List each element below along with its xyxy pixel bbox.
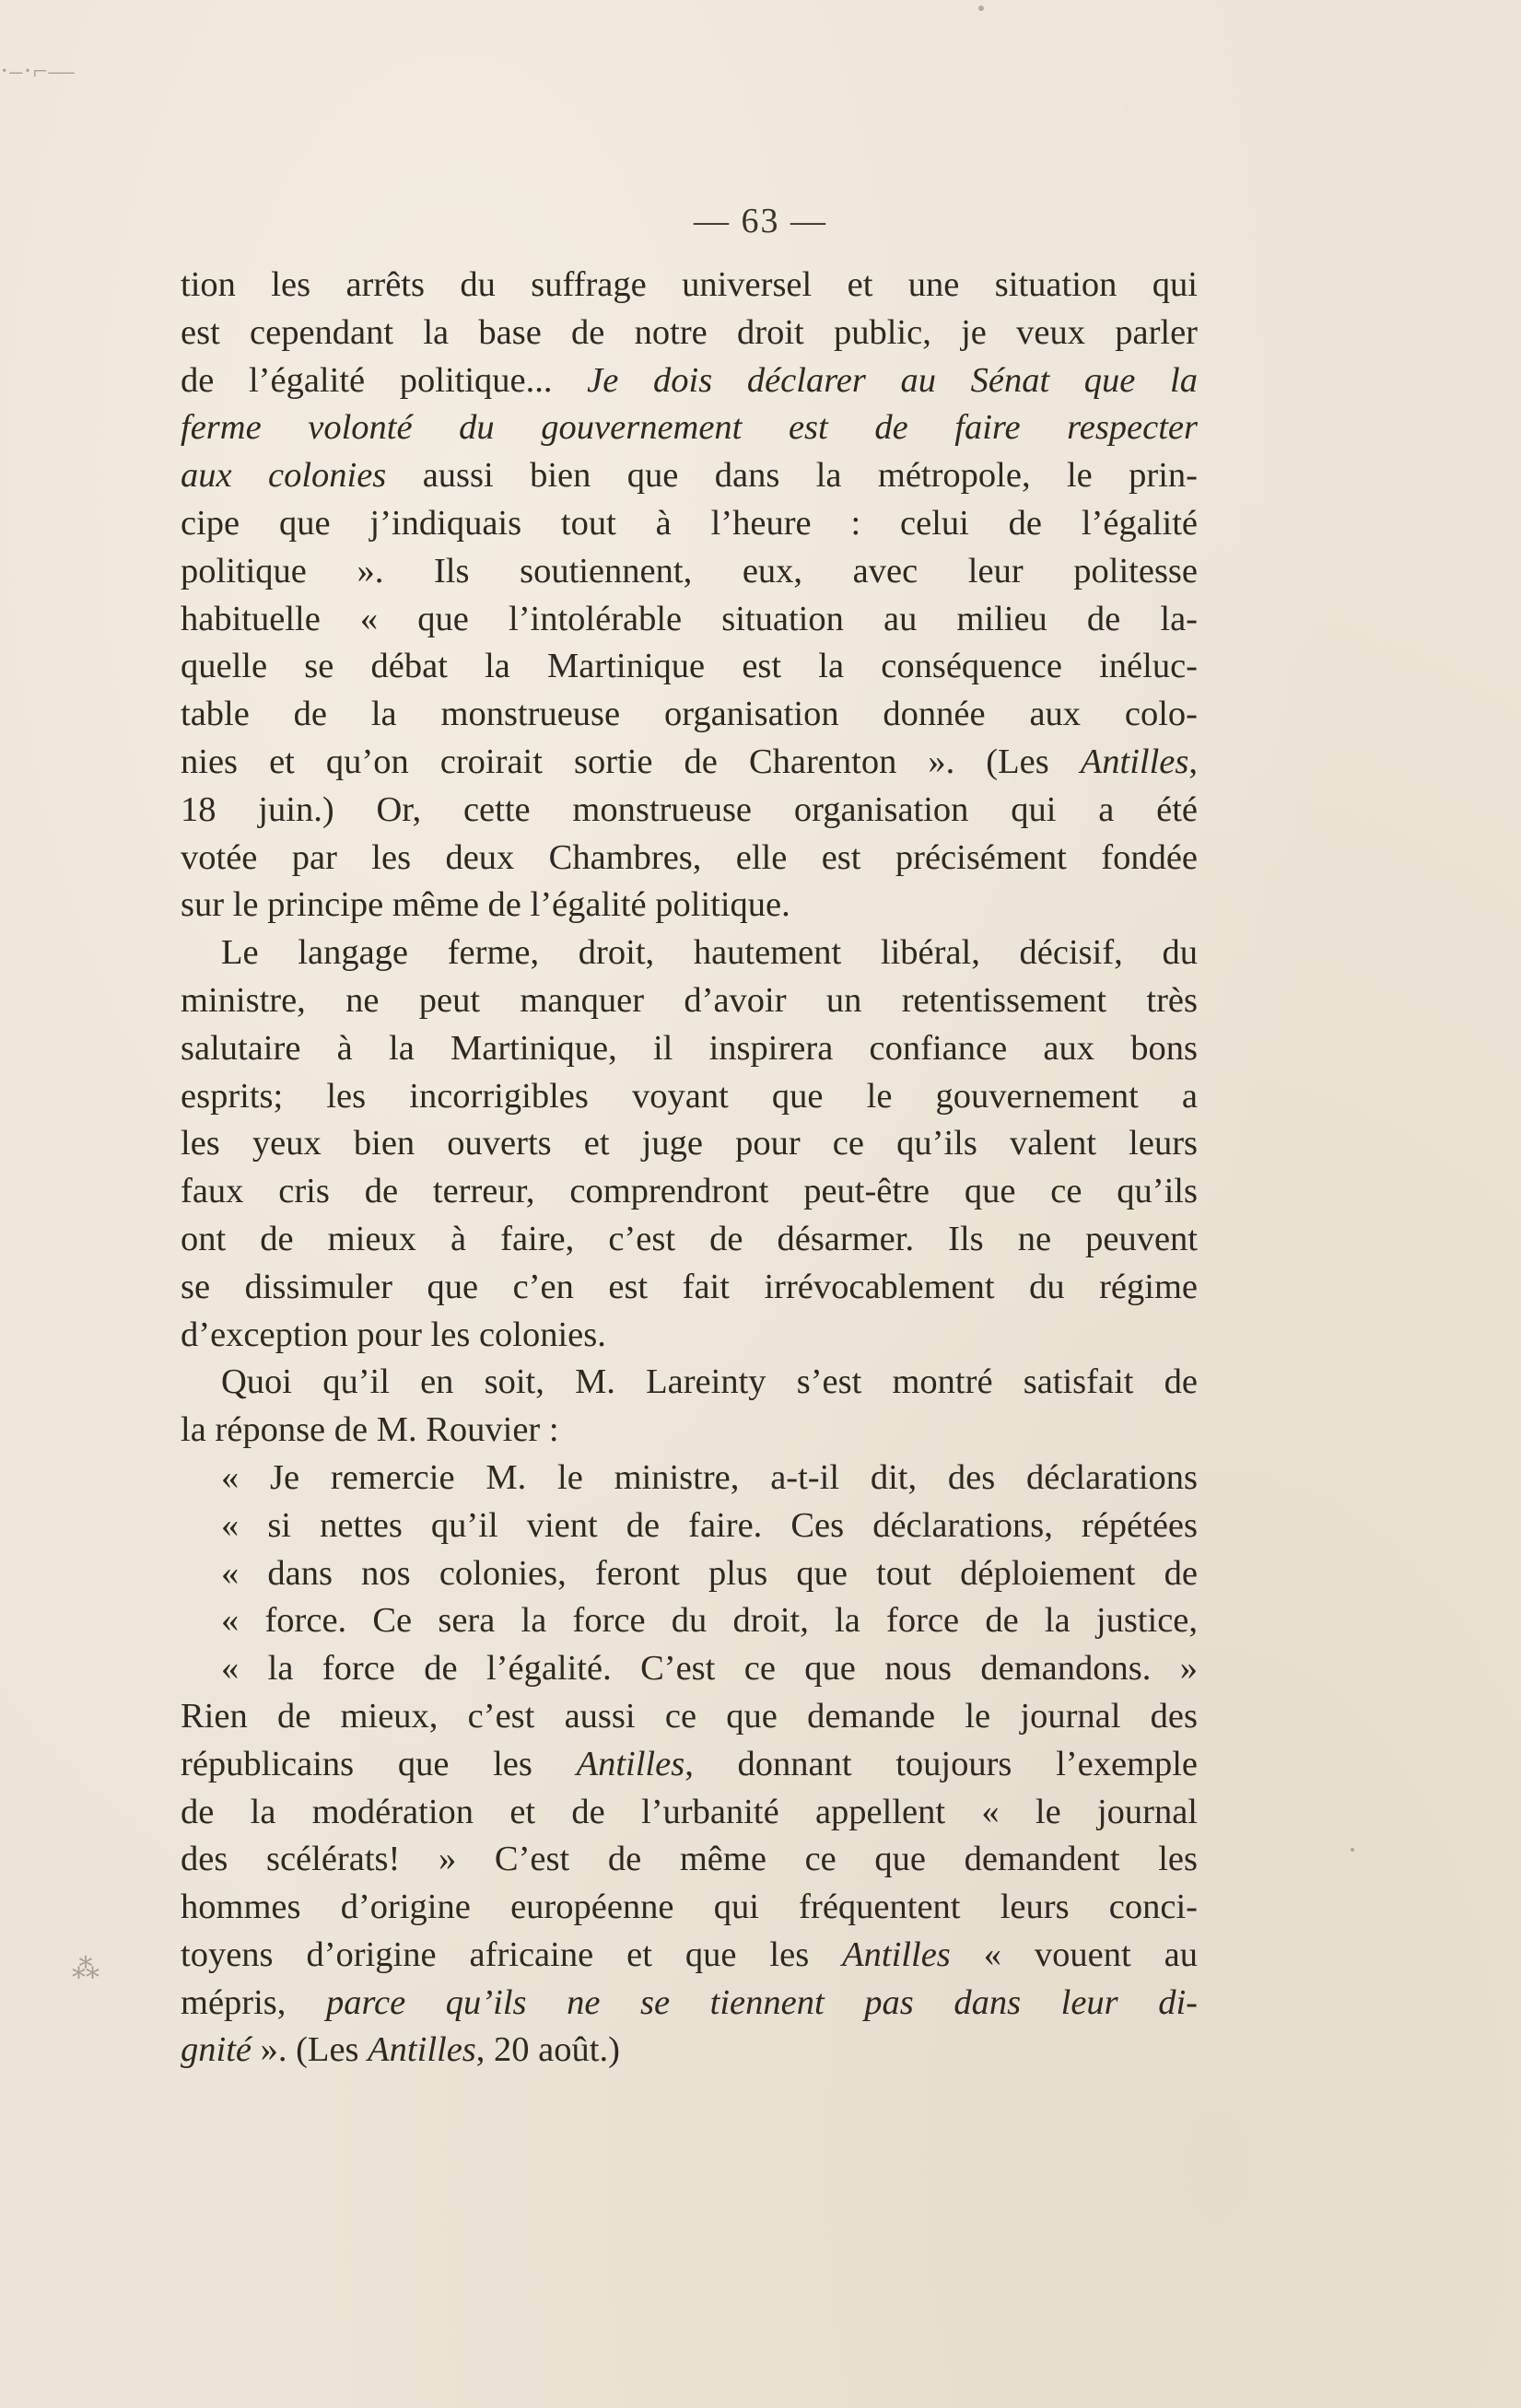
text-run: les yeux bien ouverts et juge pour ce qu’ils valent leurs — [181, 1124, 1198, 1163]
text-run: Rien de mieux, c’est aussi ce que demande le journal des — [181, 1696, 1198, 1736]
text-run: toyens d’origine africaine et que les — [181, 1935, 843, 1974]
text-run: est cependant la base de notre droit public, je veux parler — [181, 312, 1198, 352]
text-line — [181, 835, 1198, 883]
text-line — [181, 1932, 1198, 1980]
italic-text: Antilles — [368, 2030, 476, 2070]
page-number: — 63 — — [694, 202, 827, 240]
text-run: cipe que j’indiquais tout à l’heure : celui de l’égalité — [181, 503, 1198, 543]
text-line — [181, 1789, 1198, 1837]
text-run: des scélérats! » C’est de même ce que demandent les — [181, 1840, 1198, 1879]
text-line — [181, 1073, 1198, 1121]
italic-text: Antilles — [576, 1744, 685, 1783]
text-run: d’exception pour les colonies. — [181, 1315, 606, 1354]
text-line — [181, 404, 1198, 452]
text-run: de la modération et de l’urbanité appellent « le journal — [181, 1792, 1198, 1831]
text-line — [181, 1597, 1198, 1645]
text-line — [181, 1407, 1198, 1455]
paper-speck — [1351, 1848, 1354, 1852]
text-line — [181, 1455, 1198, 1502]
text-run: mépris, — [181, 1982, 326, 2022]
text-line — [181, 1741, 1198, 1789]
text-line — [181, 548, 1198, 596]
text-run: la réponse de M. Rouvier : — [181, 1410, 559, 1450]
text-line — [181, 357, 1198, 405]
text-line — [181, 1836, 1198, 1884]
text-line — [181, 1025, 1198, 1073]
text-line — [181, 262, 1198, 310]
text-run: nies et qu’on croirait sortie de Charenton ». (Les — [181, 742, 1081, 781]
text-line — [181, 310, 1198, 357]
text-run: « force. Ce sera la force du droit, la force de la justice, — [221, 1601, 1198, 1641]
italic-text: Je dois déclarer au Sénat que la — [587, 360, 1198, 400]
text-run: habituelle « que l’intolérable situation au milieu de la- — [181, 599, 1198, 638]
text-run: esprits; les incorrigibles voyant que le gouvernement a — [181, 1076, 1198, 1116]
text-run: Le langage ferme, droit, hautement libéral, décisif, du — [221, 933, 1198, 973]
text-line — [181, 1693, 1198, 1741]
text-line — [181, 1645, 1198, 1693]
text-run: faux cris de terreur, comprendront peut-être que ce qu’ils — [181, 1172, 1198, 1211]
italic-text: parce qu’ils ne se tiennent pas dans leur di- — [326, 1982, 1198, 2022]
text-line — [181, 1550, 1198, 1598]
text-run: , donnant toujours l’exemple — [684, 1744, 1199, 1783]
text-line — [181, 1884, 1198, 1932]
text-line — [181, 643, 1198, 691]
text-run: tion les arrêts du suffrage universel et une situation qui — [181, 265, 1198, 304]
text-line — [181, 739, 1198, 787]
text-run: , — [1188, 742, 1198, 781]
text-run: Quoi qu’il en soit, M. Lareinty s’est montré satisfait de — [221, 1362, 1198, 1402]
text-run: « la force de l’égalité. C’est ce que nous demandons. » — [221, 1649, 1198, 1689]
text-run: de l’égalité politique... — [181, 360, 588, 400]
text-line — [181, 977, 1198, 1025]
text-run: « Je remercie M. le ministre, a-t-il dit, des déclarations — [221, 1457, 1198, 1497]
italic-text: Antilles — [1080, 742, 1189, 781]
text-run: 18 juin.) Or, cette monstrueuse organisation qui a été — [181, 789, 1198, 829]
italic-text: aux colonies — [181, 456, 387, 496]
text-line — [181, 929, 1198, 977]
italic-text: ferme volonté du gouvernement est de faire respecter — [181, 408, 1198, 448]
italic-text: Antilles — [842, 1935, 951, 1974]
text-run: votée par les deux Chambres, elle est précisément fondée — [181, 837, 1198, 877]
text-run: hommes d’origine européenne qui fréquentent leurs conci- — [181, 1888, 1198, 1927]
text-line — [181, 1312, 1198, 1360]
text-run: républicains que les — [181, 1744, 577, 1783]
text-line — [181, 500, 1198, 548]
text-line — [181, 2027, 1198, 2075]
text-line — [181, 452, 1198, 500]
text-line — [181, 596, 1198, 644]
text-line — [181, 691, 1198, 739]
text-run: salutaire à la Martinique, il inspirera confiance aux bons — [181, 1028, 1198, 1068]
text-run: ministre, ne peut manquer d’avoir un retentissement très — [181, 980, 1198, 1020]
paper-speck — [978, 6, 984, 11]
text-line — [181, 1168, 1198, 1216]
text-run: « vouent au — [950, 1935, 1198, 1974]
text-line — [181, 787, 1198, 835]
text-line — [181, 1120, 1198, 1168]
text-line — [181, 1264, 1198, 1312]
text-run: ont de mieux à faire, c’est de désarmer. Ils ne peuvent — [181, 1219, 1198, 1258]
text-run: quelle se débat la Martinique est la conséquence inéluc- — [181, 647, 1198, 686]
text-run: ». (Les — [251, 2030, 369, 2070]
text-line — [181, 1502, 1198, 1550]
body-text — [181, 262, 1198, 2075]
text-line — [181, 1359, 1198, 1407]
text-run: sur le principe même de l’égalité politique. — [181, 885, 790, 925]
text-run: aussi bien que dans la métropole, le prin- — [386, 456, 1198, 496]
text-run: « dans nos colonies, feront plus que tout déploiement de — [221, 1553, 1198, 1593]
margin-mark: ⁂ — [72, 1954, 99, 1984]
text-line — [181, 882, 1198, 929]
text-run: « si nettes qu’il vient de faire. Ces déclarations, répétées — [221, 1505, 1198, 1545]
text-run: se dissimuler que c’en est fait irrévocablement du régime — [181, 1267, 1198, 1306]
italic-text: gnité — [181, 2030, 252, 2070]
text-run: politique ». Ils soutiennent, eux, avec leur politesse — [181, 551, 1198, 590]
text-run: , 20 août.) — [475, 2030, 620, 2070]
text-run: table de la monstrueuse organisation donnée aux colo- — [181, 695, 1198, 734]
text-line — [181, 1980, 1198, 2028]
text-line — [181, 1216, 1198, 1264]
edge-mark: ·–·⌐— — [0, 57, 76, 86]
